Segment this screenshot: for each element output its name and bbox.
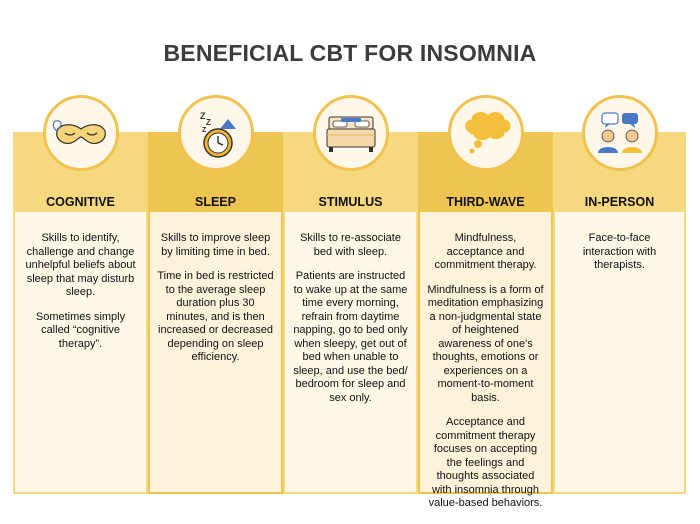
thought-bubble-icon [458, 108, 514, 158]
icon-circle [448, 95, 524, 171]
icon-circle [313, 95, 389, 171]
heading-line-1: STIMULUS [318, 195, 383, 209]
column-body [283, 212, 418, 494]
svg-text:Z: Z [205, 118, 211, 127]
column-sleep-restriction [148, 111, 283, 494]
heading-line-1: THIRD-WAVE [446, 195, 525, 209]
column-in-person-delivery [553, 132, 686, 494]
column-body [418, 212, 553, 509]
heading-line-1: SLEEP [194, 195, 236, 209]
icon-circle [178, 95, 254, 171]
icon-circle [582, 95, 658, 171]
column-body [13, 212, 148, 494]
body-paragraph: Patients are instructed to wake up at the same time every morning, refrain from daytime napping, go to bed only when sleepy, get out of bed when unable to sleep, and use the bed/ bedroom for sleep and sex only. [293, 270, 408, 404]
column-body [148, 212, 283, 494]
sleep-mask-icon [51, 113, 111, 153]
body-paragraph: Mindfulness is a form of meditation emphasizing a non-judgmental state of heightened awareness of one's thoughts, emotions or experiences on a moment-to-moment basis. [427, 283, 544, 404]
body-paragraph: Skills to re-associate bed with sleep. [300, 232, 401, 258]
body-paragraph: Skills to improve sleep by limiting time in bed. [160, 232, 271, 258]
column-cognitive-restructuring [13, 132, 148, 494]
body-paragraph: Acceptance and commitment therapy focuses on accepting the feelings and thoughts associated with insomnia through value-based behaviors. [428, 416, 543, 509]
body-paragraph: Face-to-face interaction with therapists. [582, 232, 657, 271]
columns-container [13, 111, 686, 509]
body-paragraph: Time in bed is restricted to the average sleep duration plus 30 minutes, and is then increased or decreased depending on sleep efficiency. [157, 270, 274, 363]
heading-line-1: COGNITIVE [46, 195, 115, 209]
heading-line-1: IN-PERSON [584, 195, 655, 209]
column-body [553, 212, 686, 494]
svg-text:Z: Z [201, 127, 206, 134]
conversation-icon [592, 109, 648, 157]
sleep-clock-icon [186, 105, 246, 161]
page-title: BENEFICIAL CBT FOR INSOMNIA [163, 40, 537, 66]
svg-text:Z: Z [199, 111, 205, 121]
body-paragraph: Mindfulness, acceptance and commitment therapy. [434, 232, 537, 271]
body-paragraph: Skills to identify, challenge and change unhelpful beliefs about sleep that may disturb sleep. [25, 232, 136, 298]
column-third-wave-components [418, 132, 553, 509]
column-stimulus-control [283, 132, 418, 494]
icon-circle [43, 95, 119, 171]
body-paragraph: Sometimes simply called “cognitive therapy”. [35, 310, 126, 350]
bed-icon [323, 111, 379, 155]
